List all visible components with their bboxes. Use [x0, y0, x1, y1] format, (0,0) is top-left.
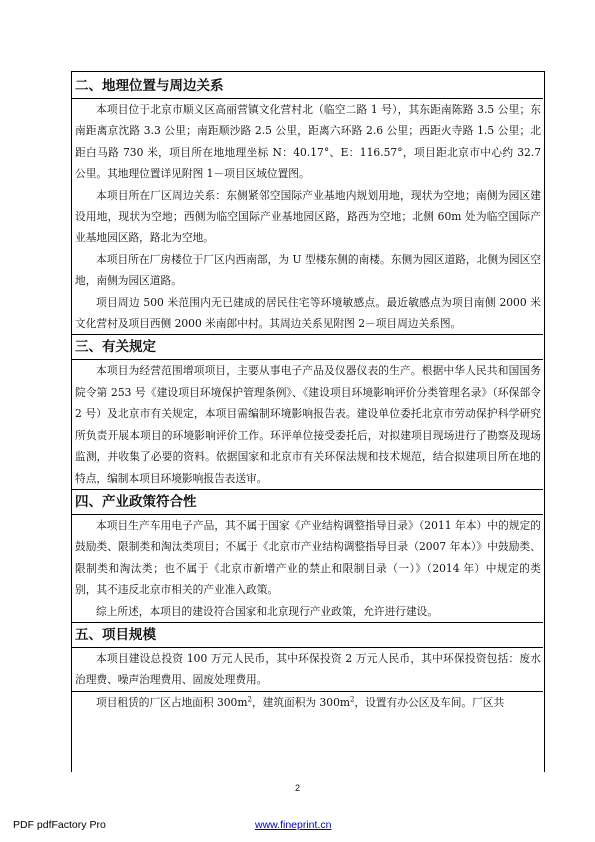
paragraph: 本项目建设总投资 100 万元人民币，其中环保投资 2 万元人民币，其中环保投资包括：废水治理费、噪声治理费用、固废处理费用。 — [75, 651, 541, 687]
paragraph: 本项目所在厂区周边关系：东侧紧邻空国际产业基地内规划用地，现状为空地；南侧为园区建设用地，现状为空地；西侧为临空国际产业基地园区路，路西为空地；北侧 60m 处为临空国际产业基地园区路，路北为空地。 — [75, 188, 541, 245]
page-number: 2 — [294, 783, 300, 793]
section-heading-scale: 五、项目规模 — [75, 626, 156, 643]
text-run: ，设置有办公区及车间。厂区共 — [354, 695, 505, 709]
paragraph: 本项目为经营范围增项项目，主要从事电子产品及仪器仪表的生产。根据中华人民共和国国务院令第 253 号《建设项目环境保护管理条例》、《建设项目环境影响评价分类管理名录》（环保部令 2 号）及北京市有关规定，本项目需编制环境影响报告表。建设单位委托北京市劳动保护科学研究所负责开展本项目的环境影响评价工作。环评单位接受委托后，对拟建项目现场进行了勘察及现场监测，并收集了必要的资料。依据国家和北京市有关环保法规和技术规范，结合拟建项目所在地的特点，编制本项目环境影响报告表送审。 — [75, 364, 541, 485]
pdf-factory-footer: PDF pdfFactory Pro — [13, 819, 106, 831]
document-body — [75, 74, 541, 713]
section-heading-policy: 四、产业政策符合性 — [75, 493, 197, 510]
fineprint-link[interactable]: www.fineprint.cn — [255, 819, 332, 831]
paragraph: 本项目位于北京市顺义区高丽营镇文化营村北（临空二路 1 号），其东距南陈路 3.5 公里；东南距离京沈路 3.3 公里；南距顺沙路 2.5 公里，距离六环路 2.6 公里；西距火寺路 1.5 公里；北距白马路 730 米，项目所在地地理坐标 N：40.17°、E：116.57°，项目距北京市中心约 32.7 公里。其地理位置详见附图 1－项目区域位置图。 — [75, 103, 541, 181]
text-run: 项目租赁的厂区占地面积 300m — [96, 695, 248, 709]
section-heading-regulations: 三、有关规定 — [75, 339, 156, 356]
text-run: ，建筑面积为 300m — [251, 695, 351, 709]
paragraph-area — [75, 692, 541, 713]
paragraph: 本项目生产车用电子产品，其不属于国家《产业结构调整指导目录》（2011 年本）中的规定的鼓励类、限制类和淘汰类项目；不属于《北京市产业结构调整指导目录（2007 年本）》中鼓励类、限制类和淘汰类；也不属于《北京市新增产业的禁止和限制目录（一）》（2014 年）中规定的类别，其不违反北京市相关的产业准入政策。 — [75, 518, 541, 597]
section-heading-location: 二、地理位置与周边关系 — [75, 78, 224, 94]
paragraph: 项目周边 500 米范围内无已建成的居民住宅等环境敏感点。最近敏感点为项目南侧 2000 米文化营村及项目西侧 2000 米南郎中村。其周边关系见附图 2－项目周边关系图。 — [75, 295, 541, 331]
superscript: 2 — [247, 695, 252, 704]
paragraph: 综上所述，本项目的建设符合国家和北京现行产业政策，允许进行建设。 — [96, 604, 439, 618]
superscript: 2 — [350, 695, 355, 704]
paragraph: 本项目所在厂房楼位于厂区内西南部，为 U 型楼东侧的南楼。东侧为园区道路，北侧为园区空地，南侧为园区道路。 — [75, 252, 541, 288]
